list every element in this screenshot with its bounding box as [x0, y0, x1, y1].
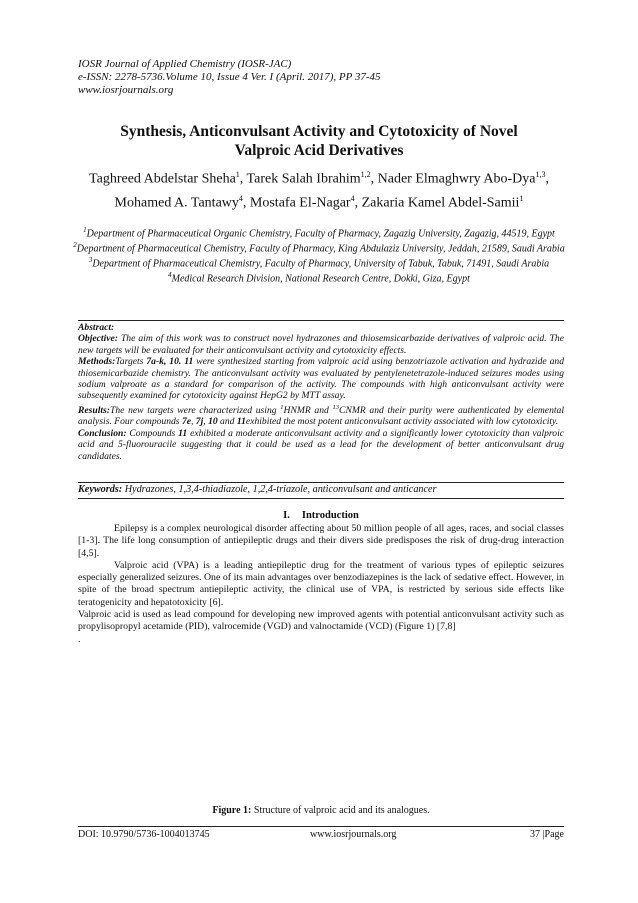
results-compound: 7e [181, 416, 191, 428]
paper-title-line-2: Valproic Acid Derivatives [234, 142, 404, 159]
results-sup: 13 [332, 403, 340, 411]
affiliation-mark: 4 [168, 270, 172, 279]
results-compound: 7j [195, 416, 204, 428]
author: Mostafa El-Nagar [249, 195, 351, 211]
author-affil-mark: 4 [350, 193, 355, 203]
abstract-methods [78, 356, 564, 402]
author-separator: , [545, 171, 549, 187]
results-text: exhibited the most potent anticonvulsant activity associated with low cytotoxicity. [245, 416, 559, 428]
abstract-objective [78, 333, 564, 356]
paragraph: Valproic acid is used as lead compound for developing new improved agents with potential anticonvulsant activity such as propylisopropyl acetamide (PID), valrocemide (VGD) and valnoctamide (VCD) (Figure 1) [7,8] [78, 609, 564, 633]
author-affil-mark: 1 [235, 170, 240, 179]
conclusion-text: exhibited a moderate anticonvulsant activity and a significantly lower cytotoxicity than valproic acid and 5-fluorouracile suggesting that it could be used as a lead for the development of better anticonvulsant drug candidates. [78, 427, 565, 462]
author-separator: , [370, 171, 378, 187]
conclusion-label: Conclusion: [78, 427, 127, 439]
author: Mohamed A. Tantawy [114, 195, 239, 211]
author: Zakaria Kamel Abdel-Samii [361, 195, 520, 211]
footer-site[interactable]: www.iosrjournals.org [310, 829, 397, 840]
paragraph: . [78, 633, 81, 645]
keywords-text: Hydrazones, 1,3,4-thiadiazole, 1,2,4-triazole, anticonvulsant and anticancer [122, 484, 437, 495]
keywords-bottom-rule [78, 498, 564, 499]
affiliation-text: Medical Research Division, National Research Centre, Dokki, Giza, Egypt [171, 273, 470, 285]
results-text: The new targets were characterized using [110, 405, 281, 417]
results-text: HNMR and [283, 405, 333, 417]
footer-rule [78, 826, 564, 827]
paper-title [64, 122, 574, 160]
author-list [66, 165, 572, 212]
results-text: CNMR and their purity were authenticated by elemental analysis. Four compounds [78, 405, 564, 428]
affiliation-text: Department of Pharmaceutical Chemistry, Faculty of Pharmacy, University of Tabuk, Tabuk, 71491, Saudi Arabia [92, 258, 550, 270]
abstract-top-rule [78, 320, 564, 321]
paragraph: Valproic acid (VPA) is a leading antiepileptic drug for the treatment of various types of epileptic seizures especially generalized seizures. One of its main advantages over benzodiazepines is the lack of sedative effect. However, in spite of the broad spectrum antiepileptic activity, the clinical use of VPA, is restricted by serious side effects like teratogenicity and hepatotoxicity [6]. [78, 559, 564, 608]
abstract-conclusion [78, 428, 564, 462]
author: Nader Elmaghwry Abo-Dya [377, 171, 536, 187]
results-label: Results: [78, 405, 110, 417]
affiliation [68, 255, 570, 270]
conclusion-compound: 11 [178, 427, 188, 439]
objective-label: Objective: [78, 333, 118, 345]
author-separator: , [239, 171, 247, 187]
affiliation [68, 225, 570, 240]
affiliation-mark: 1 [83, 226, 87, 234]
affiliation-mark: 2 [73, 240, 77, 249]
footer-doi: DOI: 10.9790/5736-1004013745 [78, 829, 210, 840]
results-compound: 10 [208, 416, 218, 428]
section-heading [78, 510, 564, 522]
journal-issn: e-ISSN: 2278-5736.Volume 10, Issue 4 Ver. I (April. 2017), PP 37-45 [78, 71, 381, 83]
section-number: I. [283, 510, 290, 521]
journal-name: IOSR Journal of Applied Chemistry (IOSR-JAC) [78, 58, 292, 70]
journal-header [78, 58, 578, 97]
keywords [78, 484, 564, 496]
figure-caption [78, 805, 564, 817]
footer-page-number: 37 |Page [530, 829, 564, 840]
author-separator: , [354, 195, 362, 211]
journal-url[interactable]: www.iosrjournals.org [78, 84, 174, 96]
author-affil-mark: 1,2 [360, 170, 371, 179]
keywords-rule [78, 482, 564, 483]
conclusion-text: Compounds [126, 427, 179, 439]
keywords-label: Keywords: [78, 484, 123, 495]
results-text: , [191, 416, 196, 428]
paragraph: Epilepsy is a complex neurological disorder affecting about 50 million people of all ages, races, and social classes [1-3]. The life long consumption of antiepileptic drugs and their divers side predisposes the risk of drug-drug interaction [4,5]. [78, 523, 564, 559]
affiliation [68, 270, 570, 285]
author: Tarek Salah Ibrahim [246, 171, 361, 187]
methods-label: Methods: [78, 356, 116, 368]
figure-label: Figure 1: [212, 805, 252, 816]
methods-compounds: 7a-k, 10. 11 [146, 356, 194, 368]
affiliation [68, 240, 570, 255]
author-affil-mark: 4 [238, 193, 243, 203]
figure-1-area [78, 650, 564, 800]
methods-text: were synthesized starting from valproic acid using benzotriazole activation and hydrazide and thiosemicarbazide chemistry. The anticonvulsant activity was evaluated by pentylenetetrazole-induced seizures modes using sodium valproate as a standard for comparison of the activity. The compounds with high anticonvulsant activity were subsequently examined for cytotoxicity against HepG2 by MTT assay. [78, 356, 564, 402]
figure-caption-text: Structure of valproic acid and its analogues. [251, 805, 430, 816]
results-text: and [217, 416, 237, 428]
author: Taghreed Abdelstar Sheha [89, 171, 236, 187]
results-compound: 11 [236, 416, 246, 428]
affiliation-text: Department of Pharmaceutical Organic Chemistry, Faculty of Pharmacy, Zagazig University, Zagazig, 44519, Egypt [86, 228, 555, 240]
author-separator: , [242, 195, 250, 211]
results-text: , [203, 416, 209, 428]
results-sup: 1 [280, 403, 284, 411]
affiliation-text: Department of Pharmaceutical Chemistry, Faculty of Pharmacy, King Abdulaziz University, Jeddah, 21589, Saudi Arabia [76, 243, 565, 255]
author-affil-mark: 1 [519, 193, 524, 203]
abstract-results [78, 402, 564, 428]
body-text [78, 523, 564, 646]
section-title: Introduction [301, 510, 359, 521]
objective-text: The aim of this work was to construct novel hydrazones and thiosemsicarbazide derivatives of valproic acid. The new targets will be evaluated for their anticonvulsant activity and cytotoxicity effects. [78, 333, 564, 356]
affiliation-mark: 3 [88, 255, 93, 264]
affiliation-list [68, 225, 570, 285]
abstract-heading: Abstract: [78, 322, 115, 333]
paper-title-line-1: Synthesis, Anticonvulsant Activity and Cytotoxicity of Novel [120, 123, 518, 140]
abstract-block [78, 322, 564, 462]
author-affil-mark: 1,3 [535, 170, 546, 179]
methods-text: Targets [115, 356, 147, 368]
